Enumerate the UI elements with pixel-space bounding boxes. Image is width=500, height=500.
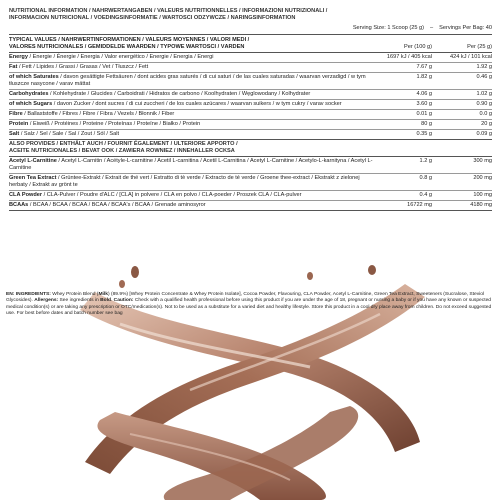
value-per-25g: 1.92 g xyxy=(476,64,492,70)
nutrient-label xyxy=(9,111,380,118)
ingredients-part1: Whey Protein Blend ( xyxy=(50,292,99,297)
ingredients-text xyxy=(6,292,496,317)
value-per-100g: 1.82 g xyxy=(416,74,432,80)
nutrient-name: Protein xyxy=(9,121,29,127)
value-per-100g: 7.67 g xyxy=(416,64,432,70)
nutrient-label xyxy=(9,74,380,88)
table-row xyxy=(9,90,492,99)
nutrient-name: Salt xyxy=(9,131,20,137)
nutrient-translations: / CLA-Pulver / Poudre d'ALC / [CLA] in polvere / CLA en polvo / CLA-poeder / Proszek CLA / CLA-pulver xyxy=(42,192,302,198)
value-per-100g: 0.35 g xyxy=(416,131,432,137)
typical-values-label-line2: VALORES NUTRICIONALES / GEMIDDELDE WAARDEN / TYPOWE WARTOŚCI / VÄRDEN xyxy=(9,44,245,50)
col-per-100g: Per (100 g) xyxy=(404,44,432,50)
table-row xyxy=(9,130,492,139)
value-per-100g: 0.4 g xyxy=(419,192,432,198)
nutrient-translations: / Fett / Lipides / Grassi / Grasas / Vet / Tłuszcz / Fett xyxy=(17,64,149,70)
dash-separator: – xyxy=(430,25,434,31)
nutrient-label xyxy=(9,175,380,189)
extra-nutrient-rows xyxy=(9,157,492,210)
value-per-100g: 3.60 g xyxy=(416,101,432,107)
table-row xyxy=(9,63,492,72)
nutrient-label xyxy=(9,131,380,138)
nutrient-label xyxy=(9,158,380,172)
value-per-25g: 424 kJ / 101 kcal xyxy=(450,54,492,60)
nutrient-name: of which Saturates xyxy=(9,74,59,80)
value-per-25g: 4180 mg xyxy=(470,202,492,208)
value-per-25g: 0.46 g xyxy=(476,74,492,80)
value-per-25g: 0.90 g xyxy=(476,101,492,107)
bold-word: Bold xyxy=(100,298,111,304)
nutrient-translations: / davon gesättigte Fettsäuren / dont acides gras saturés / di cui saturi / de las cuales saturadas / waarvan verzadigd / w tym tłuszcze nasycone / varav mättat xyxy=(9,74,366,87)
nutrient-name: Energy xyxy=(9,54,28,60)
nutrient-rows xyxy=(9,53,492,139)
nutrient-name: CLA Powder xyxy=(9,192,43,198)
table-row xyxy=(9,73,492,89)
value-per-100g: 4.06 g xyxy=(416,91,432,97)
nutrient-translations: / Eiweiß / Protéines / Proteine / Proteínas / Proteïne / Białko / Protein xyxy=(28,121,201,127)
nutrient-translations: / Energie / Énergie / Energia / Valor energético / Energie / Energia / Energi xyxy=(27,54,214,60)
nutrient-name: BCAAs xyxy=(9,202,29,208)
nutrient-translations: / Salz / Sel / Sale / Sal / Zout / Sól / Salt xyxy=(19,131,120,137)
nutrient-name: Carbohydrates xyxy=(9,91,49,97)
nutrient-label xyxy=(9,101,380,108)
table-header xyxy=(9,35,492,52)
value-per-100g: 16722 mg xyxy=(407,202,432,208)
value-per-25g: 20 g xyxy=(481,121,492,127)
table-row xyxy=(9,191,492,200)
ingredients-part2: ) (89.9%) [Whey Protein Concentrate & Whey Protein Isolate], Cocoa Powder, Flavouring, CLA Powder, Acetyl L-Carnitine, Green Tea Extract, Sweeteners (Sucralose, Steviol Glycosides). xyxy=(6,292,485,304)
language-code: EN: xyxy=(6,292,15,297)
servings-per-bag: Servings Per Bag: 40 xyxy=(439,25,492,31)
nutrient-name: Acetyl L-Carnitine xyxy=(9,158,57,164)
nutrient-label xyxy=(9,64,380,71)
table-row xyxy=(9,120,492,129)
nutrient-label xyxy=(9,192,380,199)
nutrient-translations: / BCAA / BCAA / BCAA / BCAA / BCAA's / BCAA / Grenade aminosyror xyxy=(28,202,206,208)
ingredients-heading: INGREDIENTS: xyxy=(15,292,51,297)
nutrient-translations: / davon Zucker / dont sucres / di cui zuccheri / de los cuales azúcares / waarvan suikers / w tym cukry / varav socker xyxy=(52,101,342,107)
nutrition-title-line2: INFORMACIÓN NUTRICIONAL / VOEDINGSINFORMATIE / WARTOŚCI ODŻYWCZE / NÄRINGSINFORMATION xyxy=(9,15,296,21)
ingredients-part5: Check with a qualified health professional before using this product if you are under the age of 18, pregnant or nursing a baby or if you have any known or suspected medical condition(s) or are taking any prescription or OTC/medication(s). Not to be used as a substitute for a varied diet and healthy lifestyle. Store this product in a cool dry place away from children. Do not exceed suggested use. For best before dates and batch number see bag xyxy=(6,298,492,316)
value-per-25g: 1.02 g xyxy=(476,91,492,97)
nutrient-name: Fibre xyxy=(9,111,23,117)
table-row xyxy=(9,110,492,119)
serving-info xyxy=(9,25,492,32)
table-row xyxy=(9,100,492,109)
nutrient-translations: / Acetyl L-Carnitin / Acétyle-L-carnitine / Acetil L-carnitina / Acetil L-Carnitina / Acetyl L-Carnitine / Acetylo-L-karnityna / Acetyl L-Carnitine xyxy=(9,158,373,171)
allergens-label: Allergens: xyxy=(34,298,59,304)
value-per-25g: 100 mg xyxy=(473,192,492,198)
table-row xyxy=(9,174,492,190)
nutrition-title-line1: NUTRITIONAL INFORMATION / NÄHRWERTANGABEN / VALEURS NUTRITIONNELLES / INFORMAZIONI NUTRIZIONALI / xyxy=(9,8,328,14)
also-provides-line2: ACEITE NUTRICIONALES / BEVAT OOK / ZAWIERA RÓWNIEŻ / INNEHÅLLER OCKSÅ xyxy=(9,148,235,154)
caution-label: Caution: xyxy=(113,298,134,304)
allergen-milk: Milk xyxy=(98,292,108,297)
nutrient-label xyxy=(9,54,380,61)
nutrient-label xyxy=(9,91,380,98)
value-per-100g: 80 g xyxy=(421,121,432,127)
also-provides-line1: ALSO PROVIDES / ENTHÄLT AUCH / FOURNIT ÉGALEMENT / ULTERIORE APPORTO / xyxy=(9,141,238,147)
ingredients-part4: . xyxy=(110,298,114,304)
value-per-25g: 0.09 g xyxy=(476,131,492,137)
nutrient-translations: / Kohlehydrate / Glucides / Carboidrati / Hidratos de carbono / Koolhydraten / Węglowodany / Kolhydrater xyxy=(48,91,311,97)
col-per-25g: Per (25 g) xyxy=(467,44,492,50)
nutrient-translations: / Grüntee-Extrakt / Extrait de thé vert / Estratto di tè verde / Extracto de té verde / Groene thee-extract / Ekstrakt z zielonej herbaty / Extrakt av grönt te xyxy=(9,175,360,188)
nutrition-panel xyxy=(9,8,492,211)
nutrient-translations: / Ballaststoffe / Fibres / Fibre / Fibra / Vezels / Błonnik / Fiber xyxy=(22,111,175,117)
nutrient-name: Green Tea Extract xyxy=(9,175,57,181)
ingredients-part3: See ingredients in xyxy=(58,298,101,304)
value-per-25g: 0.0 g xyxy=(479,111,492,117)
value-per-100g: 1697 kJ / 405 kcal xyxy=(386,54,432,60)
value-per-100g: 0.01 g xyxy=(416,111,432,117)
table-row xyxy=(9,201,492,210)
nutrient-label xyxy=(9,121,380,128)
nutrient-label xyxy=(9,202,380,209)
nutrient-name: of which Sugars xyxy=(9,101,53,107)
value-per-25g: 200 mg xyxy=(473,175,492,181)
serving-size: Serving Size: 1 Scoop (25 g) xyxy=(352,25,425,31)
table-row xyxy=(9,157,492,173)
table-row xyxy=(9,53,492,62)
value-per-25g: 300 mg xyxy=(473,158,492,164)
nutrient-name: Fat xyxy=(9,64,18,70)
value-per-100g: 1.2 g xyxy=(419,158,432,164)
typical-values-label-line1: TYPICAL VALUES / NÄHRWERTINFORMATIONEN / VALEURS MOYENNES / VALORI MEDI / xyxy=(9,37,250,43)
value-per-100g: 0.8 g xyxy=(419,175,432,181)
